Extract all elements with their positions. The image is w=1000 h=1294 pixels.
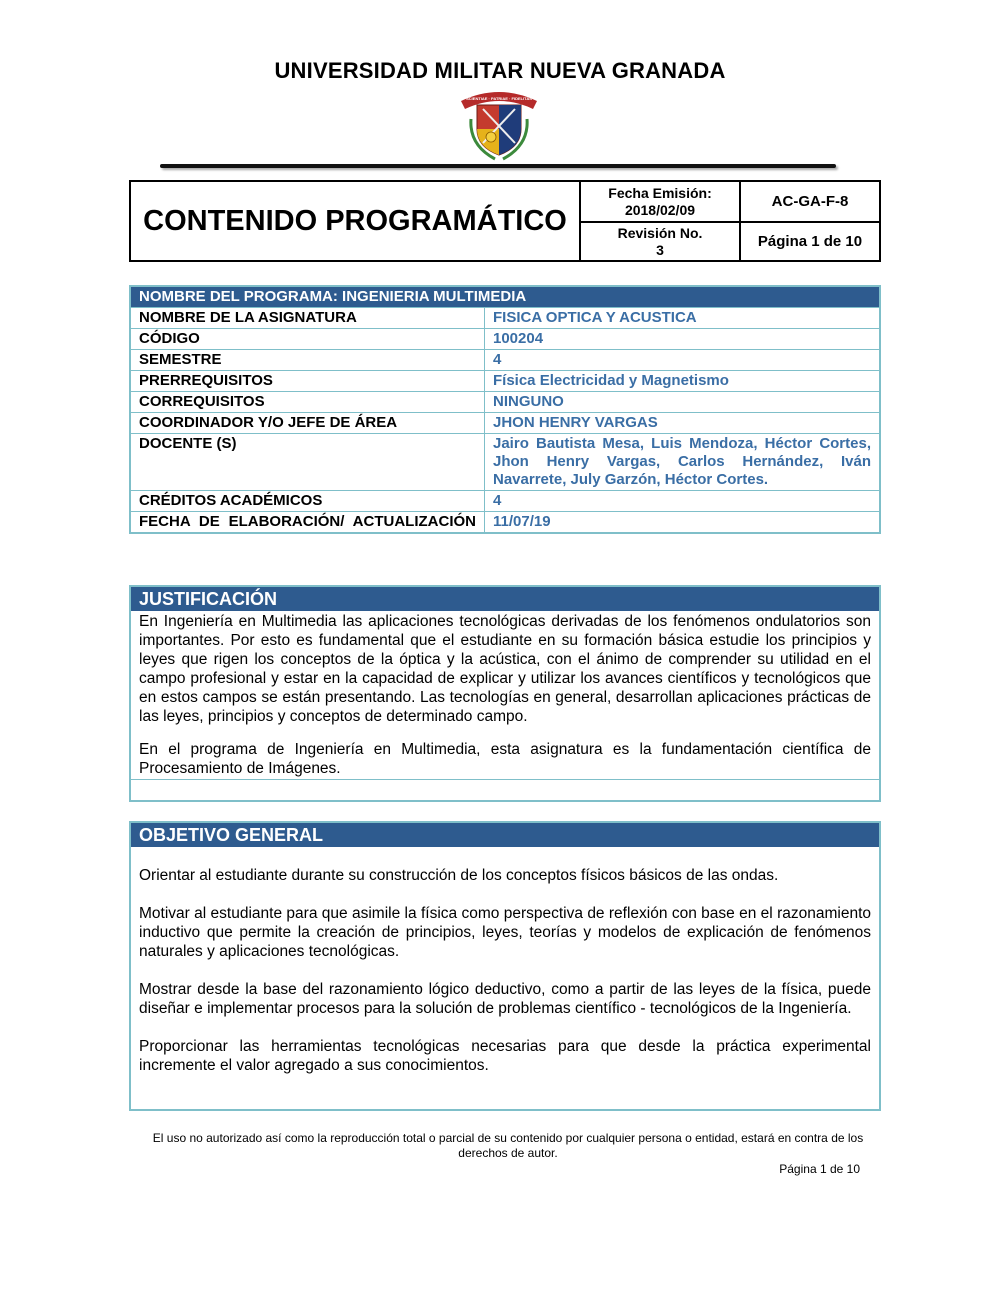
crest-banner-text: SCIENTIAE · PATRIAE · FIDELITAS bbox=[466, 96, 532, 101]
row-label: NOMBRE DE LA ASIGNATURA bbox=[131, 308, 485, 329]
row-value: Jairo Bautista Mesa, Luis Mendoza, Héctor Cortes, Jhon Henry Vargas, Carlos Hernández, Iván Navarrete, July Garzón, Héctor Cortes. bbox=[485, 434, 880, 491]
justificacion-section bbox=[129, 585, 881, 802]
paragraph: Motivar al estudiante para que asimile la física como perspectiva de reflexión con base en el razonamiento inductivo que permite la creación de principios, leyes, teorías y modelos de explicación de fenómenos naturales y aplicaciones tecnológicas. bbox=[139, 905, 871, 960]
row-label: COORDINADOR Y/O JEFE DE ÁREA bbox=[131, 413, 485, 434]
justificacion-heading: JUSTIFICACIÓN bbox=[131, 587, 879, 611]
header-divider bbox=[160, 164, 836, 168]
row-value: FISICA OPTICA Y ACUSTICA bbox=[485, 308, 880, 329]
university-title: UNIVERSIDAD MILITAR NUEVA GRANADA bbox=[274, 58, 726, 83]
paragraph: Orientar al estudiante durante su construcción de los conceptos físicos básicos de las ondas. bbox=[139, 867, 779, 884]
row-value: JHON HENRY VARGAS bbox=[485, 413, 880, 434]
issue-date-label: Fecha Emisión: bbox=[608, 184, 712, 201]
footer-page-number: Página 1 de 10 bbox=[779, 1162, 860, 1176]
row-value: 4 bbox=[485, 350, 880, 371]
university-crest-logo bbox=[455, 85, 543, 163]
row-label: PRERREQUISITOS bbox=[131, 371, 485, 392]
table-row bbox=[131, 413, 879, 434]
program-info-table bbox=[129, 285, 881, 534]
row-label: CORREQUISITOS bbox=[131, 392, 485, 413]
row-value: NINGUNO bbox=[485, 392, 880, 413]
table-row bbox=[131, 371, 879, 392]
row-label: SEMESTRE bbox=[131, 350, 485, 371]
row-value: 11/07/19 bbox=[485, 512, 880, 533]
justificacion-body bbox=[131, 611, 879, 778]
section-divider bbox=[131, 779, 879, 780]
objetivo-general-section bbox=[129, 821, 881, 1111]
program-rows bbox=[131, 307, 879, 532]
document-code: AC-GA-F-8 bbox=[740, 181, 880, 222]
issue-date-cell bbox=[580, 181, 740, 222]
revision-value: 3 bbox=[656, 241, 664, 258]
page-indicator: Página 1 de 10 bbox=[740, 222, 880, 261]
table-row bbox=[131, 350, 879, 371]
objetivo-body bbox=[131, 847, 879, 1075]
row-label: DOCENTE (S) bbox=[131, 434, 485, 491]
paragraph: En el programa de Ingeniería en Multimedia, esta asignatura es la fundamentación científica de Procesamiento de Imágenes. bbox=[139, 741, 871, 777]
table-row bbox=[131, 329, 879, 350]
row-value: Física Electricidad y Magnetismo bbox=[485, 371, 880, 392]
revision-cell bbox=[580, 222, 740, 261]
document-header-table bbox=[129, 180, 881, 262]
row-value: 100204 bbox=[485, 329, 880, 350]
row-label: FECHA DE ELABORACIÓN/ ACTUALIZACIÓN bbox=[131, 512, 485, 533]
row-label: CRÉDITOS ACADÉMICOS bbox=[131, 491, 485, 512]
row-label: CÓDIGO bbox=[131, 329, 485, 350]
table-row bbox=[131, 512, 879, 533]
program-name-heading: NOMBRE DEL PROGRAMA: INGENIERIA MULTIMEDIA bbox=[131, 287, 879, 307]
paragraph: Mostrar desde la base del razonamiento lógico deductivo, como a partir de las leyes de la física, puede diseñar e implementar procesos para la solución de problemas científico - tecnológicos de la Ingeniería. bbox=[139, 981, 871, 1017]
row-value: 4 bbox=[485, 491, 880, 512]
paragraph: Proporcionar las herramientas tecnológicas necesarias para que desde la práctica experimental incremente el valor agregado a sus conocimientos. bbox=[139, 1038, 871, 1074]
copyright-notice: El uso no autorizado así como la reproducción total o parcial de su contenido por cualquier persona o entidad, estará en contra de los derechos de autor. bbox=[152, 1131, 864, 1160]
objetivo-heading: OBJETIVO GENERAL bbox=[131, 823, 879, 847]
table-row bbox=[131, 491, 879, 512]
issue-date-value: 2018/02/09 bbox=[624, 201, 696, 218]
paragraph: En Ingeniería en Multimedia las aplicaciones tecnológicas derivadas de los fenómenos ondulatorios son importantes. Por esto es fundamental que el estudiante en su formación básica estudie los principios y leyes que rigen los conceptos de la óptica y la acústica, con el ánimo de comprender su utilidad en el campo profesional y estar en la capacidad de explicar y utilizar los avances científicos y tecnológicos que en estos campos se están presentando. Las tecnologías en general, desarrollan aplicaciones prácticas de las leyes, principios y conceptos de determinado campo. bbox=[139, 613, 871, 725]
table-row bbox=[131, 392, 879, 413]
table-row bbox=[131, 434, 879, 491]
table-row bbox=[131, 308, 879, 329]
revision-label: Revisión No. bbox=[617, 224, 703, 241]
document-title: CONTENIDO PROGRAMÁTICO bbox=[130, 181, 580, 261]
